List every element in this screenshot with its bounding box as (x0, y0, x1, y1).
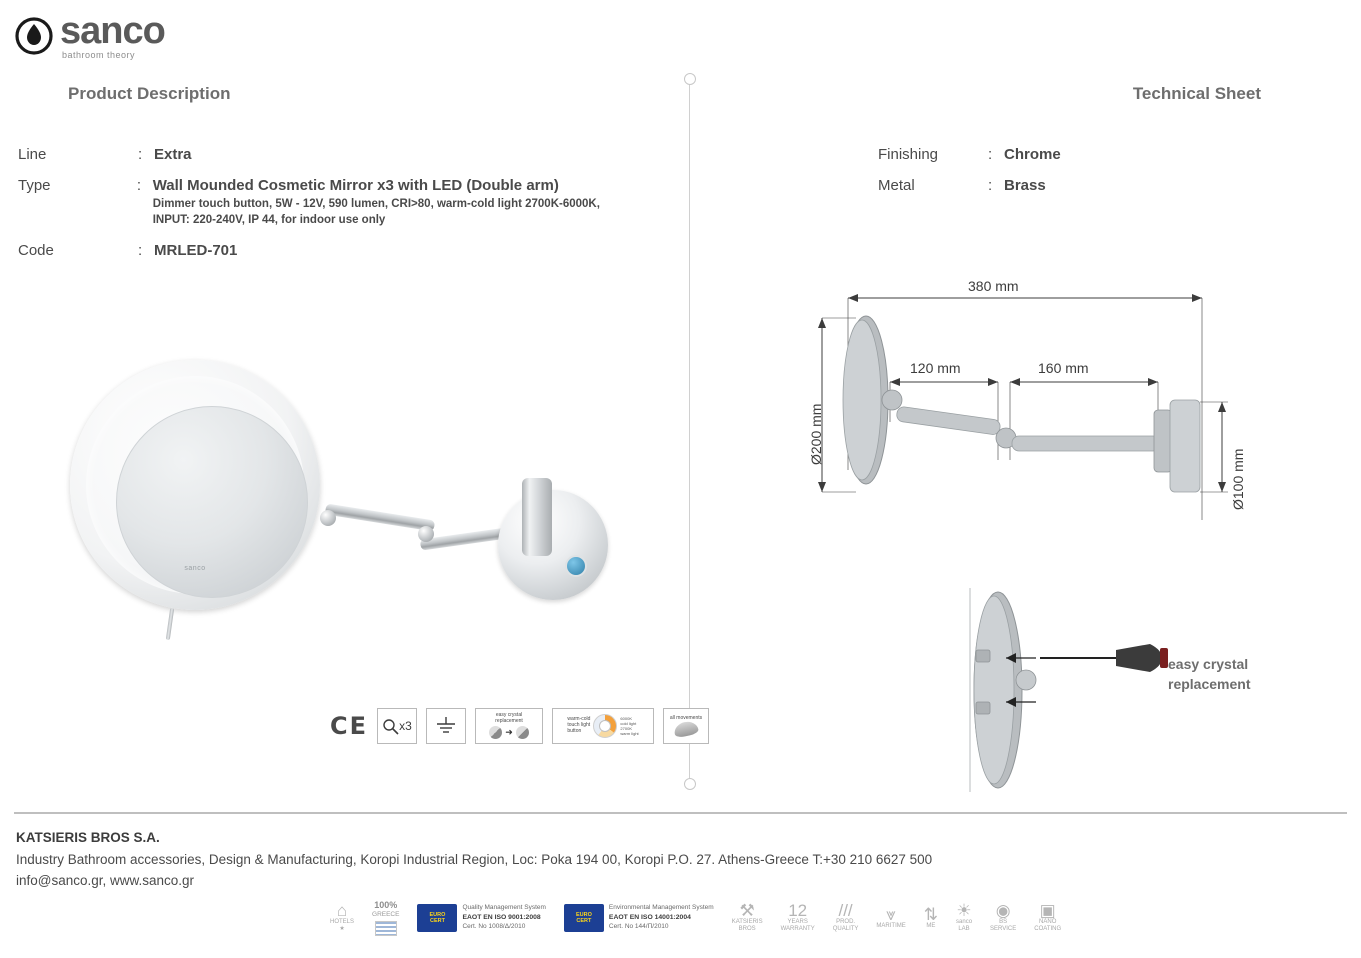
badge-hotels-l1: HOTELS (330, 919, 355, 926)
kelvin-scale-labels (620, 716, 638, 737)
badge-made-in-greece (372, 900, 399, 936)
divider-dot-bottom (684, 778, 696, 790)
badge-katsieris-l1: KATSIERIS (731, 919, 763, 926)
mirror-outer-ring (70, 360, 320, 610)
badge-hotels (330, 902, 354, 933)
service-icon: ◉ (995, 901, 1011, 921)
spec-value-finishing: Chrome (1004, 146, 1061, 163)
quality-bars-icon: /// (838, 901, 853, 921)
all-movements-icon (663, 708, 709, 744)
mirror-glass (116, 406, 308, 598)
badge-lab-l1: sanco (956, 919, 973, 926)
ce-mark-icon: CE (330, 712, 369, 740)
mirror-brand-label: sanco (184, 565, 206, 572)
footer-divider (14, 812, 1347, 814)
badge-nano-l1: NANO (1039, 919, 1057, 926)
badge-hotels-l2: ★ (339, 926, 345, 933)
dim-arm2: 160 mm (1038, 360, 1089, 376)
kelvin-low-label: 2700K (620, 726, 632, 731)
footer-company-name: KATSIERIS BROS S.A. (16, 830, 160, 845)
cert1-text (462, 904, 545, 931)
badge-service-l1: BS (999, 919, 1008, 926)
product-description-title: Product Description (68, 84, 231, 103)
brand-tagline: bathroom theory (62, 50, 136, 60)
magnification-icon (377, 708, 417, 744)
technical-drawing-top (770, 270, 1290, 540)
touch-caption-line1: warm-cold (567, 716, 591, 723)
badge-greece-l2: GREECE (372, 910, 400, 918)
droplet-ring-icon (14, 13, 54, 59)
dim-base-diameter: Ø100 mm (1230, 448, 1246, 510)
spec-label-type: Type (18, 177, 51, 194)
dim-arm1: 120 mm (910, 360, 961, 376)
mirror-arm-1 (325, 503, 435, 531)
crystal-caption-line1: easy crystal (495, 711, 523, 718)
spec-colon: : (138, 146, 143, 163)
footer-address: Industry Bathroom accessories, Design & Manufacturing, Koropi Industrial Region, Loc: Poka 194 00, Koropi P.O. 27. Athens-Greece T:+30 210 6627 500 (16, 852, 933, 867)
sanco-drop-icon (14, 13, 54, 59)
spec-label-finishing: Finishing (878, 146, 939, 163)
cert2-number: Cert. No 144/Π/2010 (608, 922, 669, 930)
movement-glyph (673, 720, 699, 739)
badge-sanco-lab (956, 902, 972, 933)
touch-caption-line3: button (567, 727, 582, 734)
crystal-disc-b (516, 726, 529, 739)
nano-icon: ▣ (1039, 901, 1056, 921)
arrows-icon: ⇅ (923, 904, 939, 924)
badge-service (990, 902, 1016, 933)
brand-name: sanco (60, 10, 165, 52)
cert2-seal-l1: EURO (575, 911, 592, 918)
dimensioned-side-view (770, 270, 1290, 540)
easy-crystal-line1: easy crystal (1168, 656, 1249, 672)
feature-icon-strip (330, 708, 709, 744)
easy-crystal-line2: replacement (1168, 675, 1251, 692)
brand-logo (14, 12, 165, 60)
footer-contact: info@sanco.gr, www.sanco.gr (16, 873, 195, 888)
kelvin-dial-center (599, 720, 611, 732)
badge-katsieris-bros (732, 902, 763, 933)
crystal-caption-line2: replacement (495, 717, 523, 724)
cert-iso14001 (564, 904, 714, 932)
easy-crystal-replacement-label (1168, 655, 1250, 694)
mirror-joint-1 (320, 510, 336, 526)
badge-nano-coating (1034, 902, 1061, 933)
technical-spec-table (878, 146, 1278, 208)
technical-sheet-title: Technical Sheet (1132, 84, 1261, 103)
greek-flag-icon (375, 921, 397, 936)
spec-value-line: Extra (154, 146, 192, 163)
vertical-divider (689, 78, 690, 788)
spec-row-metal (878, 177, 1278, 194)
footer (16, 830, 1116, 894)
ground-symbol-icon (434, 715, 458, 737)
cert2-text (609, 904, 714, 931)
cert-iso9001 (417, 904, 545, 932)
badge-warranty-l1: YEARS (787, 919, 808, 926)
moves-caption: all movements (669, 715, 703, 722)
eurocert-seal-icon (417, 904, 457, 932)
mirror-cable (166, 608, 174, 640)
warm-cold-touch-button-icon (552, 708, 654, 744)
spec-label-metal: Metal (878, 177, 915, 194)
dim-total-width: 380 mm (968, 278, 1019, 294)
spec-type-note: Dimmer touch button, 5W - 12V, 590 lumen, CRI>80, warm-cold light 2700K-6000K, INPUT: 220-240V, IP 44, for indoor use only (152, 198, 600, 226)
earth-ground-icon (426, 708, 466, 744)
crystal-swap-graphic (489, 726, 529, 739)
kelvin-high-sub: cold light (620, 720, 637, 726)
lab-icon: ☀ (956, 901, 972, 921)
cert1-title: Quality Management System (462, 904, 546, 912)
brand-wordmark (60, 12, 165, 60)
spec-value-metal: Brass (1004, 177, 1046, 194)
easy-crystal-replacement-icon (475, 708, 543, 744)
product-photo (60, 350, 620, 670)
spec-row-finishing (878, 146, 1278, 163)
cert1-seal-l2: CERT (429, 917, 445, 924)
wall-base-plate (498, 490, 608, 600)
arrow-right-icon: ➜ (505, 727, 513, 738)
badge-quality-l1: PROD. (836, 919, 856, 926)
badge-lab-l2: LAB (958, 926, 970, 933)
magnification-label: x3 (399, 719, 412, 733)
spec-row-line (18, 146, 638, 163)
mirror-led-ring (86, 376, 304, 594)
badge-service-l2: SERVICE (990, 926, 1017, 933)
spec-value-code: MRLED-701 (154, 242, 238, 260)
badge-katsieris-l2: BROS (738, 926, 756, 933)
divider-dot-top (684, 73, 696, 85)
badge-maritime-l1: MARITIME (876, 922, 906, 929)
spec-label-code: Code (18, 242, 54, 260)
touch-caption-line2: touch light (567, 722, 591, 729)
spec-colon: : (138, 242, 143, 260)
spec-colon: : (136, 177, 142, 194)
wall-base-cylinder (522, 478, 552, 556)
cert2-standard: EAOT EN ISO 14001:2004 (608, 913, 691, 921)
product-spec-table (18, 146, 638, 273)
dim-mirror-diameter: Ø200 mm (808, 403, 824, 465)
crystal-disc-a (489, 726, 502, 739)
spec-colon: : (988, 177, 993, 194)
badge-me-l1: ME (926, 922, 936, 929)
hotel-icon: ⌂ (336, 901, 348, 921)
spec-row-type (18, 177, 638, 228)
cert2-title: Environmental Management System (608, 904, 714, 912)
cert1-seal-l1: EURO (429, 911, 446, 918)
hammer-icon: ⚒ (739, 901, 755, 921)
spec-row-code (18, 242, 638, 259)
badge-maritime (876, 906, 905, 930)
footer-badge-strip (330, 900, 1061, 936)
kelvin-low-sub: warm light (620, 731, 639, 737)
badge-warranty (781, 902, 815, 933)
mirror-joint-2 (418, 526, 434, 542)
spec-value-type: Wall Mounded Cosmetic Mirror x3 with LED (Double arm) (152, 177, 559, 194)
badge-greece-l1: 100% (374, 900, 398, 910)
badge-warranty-l2: WARRANTY (780, 926, 815, 933)
badge-nano-l2: COATING (1034, 926, 1062, 933)
anchor-icon: ⩔ (886, 904, 896, 924)
magnifier-icon (382, 718, 399, 735)
cert2-seal-l2: CERT (576, 917, 592, 924)
cert1-standard: EAOT EN ISO 9001:2008 (462, 913, 541, 921)
badge-production-quality (833, 902, 859, 933)
cert1-number: Cert. No 1008/Δ/2010 (462, 922, 526, 930)
eurocert-seal-icon-2 (564, 904, 604, 932)
spec-colon: : (988, 146, 993, 163)
spec-label-line: Line (18, 146, 47, 163)
kelvin-high-label: 6000K (620, 715, 632, 721)
dimmer-touch-button (565, 555, 587, 577)
warranty-years-icon: 12 (788, 901, 808, 921)
kelvin-dial-icon (593, 714, 617, 738)
badge-me (924, 906, 938, 930)
badge-quality-l2: QUALITY (832, 926, 859, 933)
